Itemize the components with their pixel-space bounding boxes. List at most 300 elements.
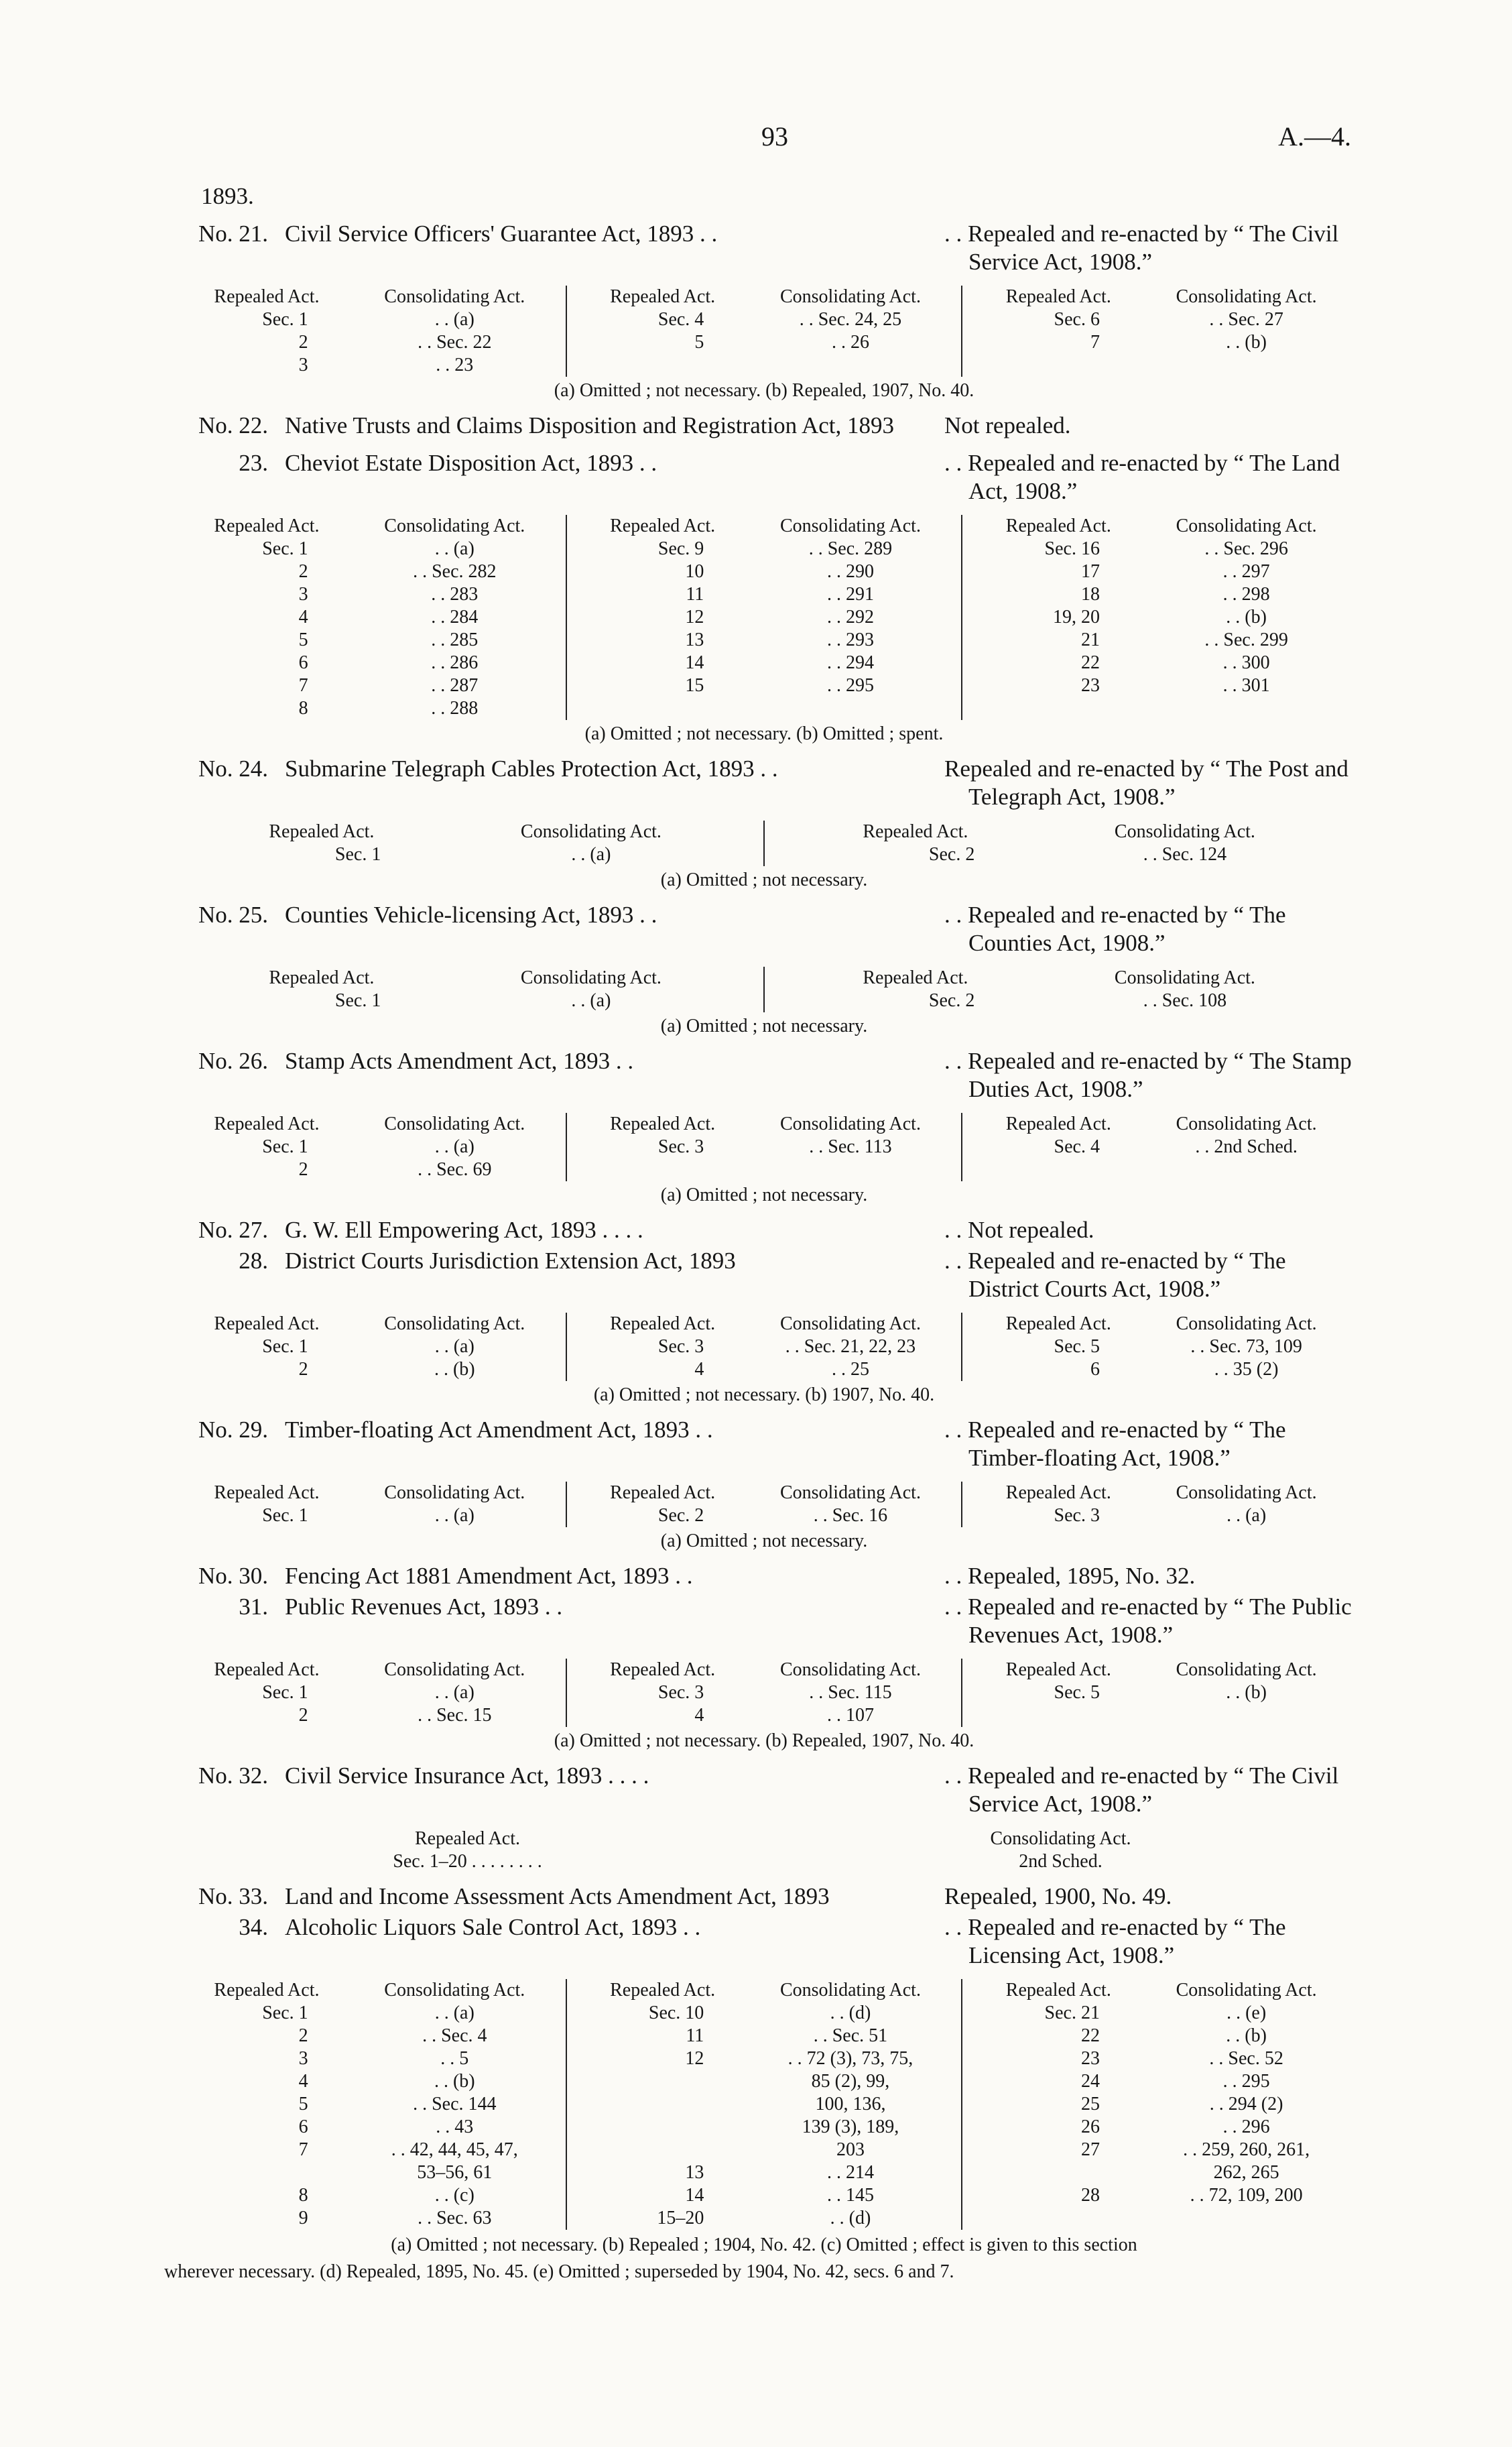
- table-group: [171, 821, 763, 866]
- table-row: [576, 2161, 952, 2184]
- table-row: [180, 2116, 556, 2139]
- act-entry-30: [171, 1562, 1357, 1590]
- table-row: [792, 843, 1330, 866]
- table-note: (a) Omitted ; not necessary. (b) Omitted ; spent.: [584, 723, 944, 744]
- act-title: G. W. Ell Empowering Act, 1893 . . . .: [285, 1217, 643, 1243]
- table-header-row: [180, 1659, 556, 1681]
- page-number: 93: [761, 121, 788, 152]
- table-header-row: [198, 967, 737, 990]
- consolidating-section: . . 259, 260, 261,: [1183, 2139, 1310, 2160]
- consolidating-section: . . 25: [831, 1359, 869, 1380]
- repealed-section: 6: [298, 2116, 308, 2137]
- act-status: . . Repealed, 1895, No. 32.: [944, 1563, 1196, 1589]
- act-title: Alcoholic Liquors Sale Control Act, 1893 . .: [285, 1914, 701, 1940]
- consolidating-section: . . Sec. 296: [1204, 538, 1288, 559]
- consolidating-section: . . (a): [434, 1336, 475, 1357]
- section-table: [171, 286, 1357, 377]
- table-header-row: [180, 286, 556, 308]
- table-group: [961, 1482, 1357, 1527]
- column-header: Consolidating Act.: [1176, 1482, 1317, 1503]
- act-title: Fencing Act 1881 Amendment Act, 1893 . .: [285, 1563, 693, 1589]
- column-header: Repealed Act.: [1005, 1313, 1111, 1334]
- repealed-section: 22: [1080, 2025, 1100, 2046]
- table-row: [180, 1704, 556, 1727]
- table-header-row: [576, 1979, 952, 2002]
- consolidating-section: . . 214: [826, 2162, 874, 2183]
- consolidating-section: . . 285: [431, 630, 479, 650]
- repealed-section: Sec. 1: [262, 1682, 308, 1703]
- table-row: [576, 1704, 952, 1727]
- table-row: [180, 308, 556, 331]
- consolidating-section: 262, 265: [1213, 2162, 1279, 2183]
- consolidating-section: . . (b): [434, 2071, 475, 2092]
- repealed-section: 7: [298, 2139, 308, 2160]
- table-row: [576, 538, 952, 560]
- table-group: [171, 1113, 566, 1181]
- column-header: Consolidating Act.: [384, 1114, 525, 1134]
- column-header: Consolidating Act.: [384, 286, 525, 307]
- section-table: [171, 967, 1357, 1012]
- table-row: [576, 652, 952, 674]
- consolidating-section: 53–56, 61: [417, 2162, 493, 2183]
- table-row: [198, 843, 737, 866]
- repealed-section: Sec. 3: [657, 1336, 704, 1357]
- column-header: Consolidating Act.: [384, 1482, 525, 1503]
- repealed-section: 14: [685, 2185, 704, 2206]
- act-title: Civil Service Officers' Guarantee Act, 1893 . .: [285, 221, 718, 247]
- act-number: No. 25.: [198, 902, 268, 928]
- consolidating-section: . . (d): [830, 2208, 871, 2228]
- consolidating-section: . . (b): [1226, 332, 1267, 353]
- repealed-section: 13: [685, 630, 704, 650]
- act-title: District Courts Jurisdiction Extension Act, 1893: [285, 1248, 736, 1274]
- column-header: Consolidating Act.: [779, 286, 921, 307]
- table-row: [972, 606, 1348, 629]
- repealed-section: [180, 2161, 353, 2184]
- column-header: Consolidating Act.: [1176, 1659, 1317, 1680]
- consolidating-section: . . 290: [826, 561, 874, 582]
- column-header: Consolidating Act.: [990, 1828, 1131, 1849]
- consolidating-section: . . (a): [434, 309, 475, 330]
- act-entry-21: [171, 220, 1357, 276]
- table-note: (a) Omitted ; not necessary. (b) 1907, No. 40.: [593, 1384, 935, 1405]
- consolidating-section: . . (a): [434, 1682, 475, 1703]
- table-row: [180, 1136, 556, 1158]
- table-header-row: [180, 1313, 556, 1335]
- table-header-row: [972, 1659, 1348, 1681]
- table-note: (a) Omitted ; not necessary.: [660, 870, 868, 890]
- repealed-section: Sec. 1: [262, 2003, 308, 2023]
- table-header-row: [576, 1313, 952, 1335]
- table-row: [576, 1504, 952, 1527]
- repealed-section: Sec. 3: [657, 1682, 704, 1703]
- column-header: Consolidating Act.: [1176, 1114, 1317, 1134]
- repealed-section: 2: [298, 1159, 308, 1180]
- act-title: Submarine Telegraph Cables Protection Act, 1893 . .: [285, 756, 778, 782]
- column-header: Consolidating Act.: [779, 1980, 921, 2001]
- table-row: [576, 2184, 952, 2207]
- table-row: [180, 1358, 556, 1381]
- table-row: [180, 2093, 556, 2116]
- consolidating-section: . . Sec. 144: [413, 2094, 497, 2114]
- act-title: Cheviot Estate Disposition Act, 1893 . .: [285, 450, 657, 476]
- act-entry-29: [171, 1416, 1357, 1472]
- table-group: [171, 286, 566, 377]
- table-group: [566, 286, 962, 377]
- table-row: [576, 2070, 952, 2093]
- repealed-section: Sec. 10: [648, 2003, 704, 2023]
- repealed-section: Sec. 4: [657, 309, 704, 330]
- repealed-section: 3: [298, 355, 308, 375]
- repealed-section: 2: [298, 1359, 308, 1380]
- consolidating-section: . . 23: [436, 355, 474, 375]
- table-header-row: [576, 515, 952, 538]
- column-header: Repealed Act.: [610, 1114, 716, 1134]
- act-status: . . Repealed and re-enacted by “ The Civil Service Act, 1908.”: [944, 1763, 1339, 1817]
- act-entry-27: [171, 1216, 1357, 1244]
- act-number: No. 24.: [198, 756, 268, 782]
- column-header: Repealed Act.: [610, 1482, 716, 1503]
- table-row: [576, 2116, 952, 2139]
- table-header-row: [792, 821, 1330, 843]
- consolidating-section: . . 292: [826, 607, 874, 628]
- act-number: 34.: [239, 1914, 268, 1940]
- table-row: [972, 2116, 1348, 2139]
- table-row: [576, 1136, 952, 1158]
- paper-reference: A.—4.: [1278, 121, 1351, 152]
- column-header: Repealed Act.: [1005, 1482, 1111, 1503]
- table-row: [180, 2161, 556, 2184]
- consolidating-section: . . (b): [434, 1359, 475, 1380]
- table-group: [171, 515, 566, 720]
- table-row: [792, 990, 1330, 1012]
- column-header: Consolidating Act.: [1114, 821, 1255, 842]
- table-row: [180, 1681, 556, 1704]
- repealed-section: Sec. 4: [1054, 1136, 1100, 1157]
- table-row: [180, 697, 556, 720]
- column-header: Consolidating Act.: [1114, 967, 1255, 988]
- act-title: Native Trusts and Claims Disposition and Registration Act, 1893: [285, 412, 895, 438]
- consolidating-section: . . Sec. 282: [413, 561, 497, 582]
- table-row: [576, 674, 952, 697]
- act-status: . . Repealed and re-enacted by “ The Public Revenues Act, 1908.”: [944, 1594, 1352, 1648]
- repealed-section: 21: [1080, 630, 1100, 650]
- table-row: [972, 2047, 1348, 2070]
- table-row: [180, 2184, 556, 2207]
- repealed-section: 27: [1080, 2139, 1100, 2160]
- table-row: [180, 1504, 556, 1527]
- table-row: [576, 606, 952, 629]
- consolidating-section: . . 301: [1222, 675, 1270, 696]
- repealed-section: Sec. 2: [657, 1505, 704, 1526]
- footnote-line: wherever necessary. (d) Repealed, 1895, No. 45. (e) Omitted ; superseded by 1904, No. 42, secs. 6 and 7.: [164, 2261, 954, 2282]
- column-header: Consolidating Act.: [384, 1659, 525, 1680]
- column-header: Repealed Act.: [1005, 1659, 1111, 1680]
- repealed-section: 11: [686, 584, 704, 605]
- table-header-row: [576, 286, 952, 308]
- consolidating-section: . . 107: [826, 1705, 874, 1726]
- table-note: (a) Omitted ; not necessary. (b) Repealed, 1907, No. 40.: [554, 380, 974, 401]
- consolidating-section: . . Sec. 73, 109: [1190, 1336, 1302, 1357]
- consolidating-section: . . (a): [571, 990, 611, 1011]
- consolidating-section: . . Sec. 113: [809, 1136, 892, 1157]
- consolidating-section: . . Sec. 63: [418, 2208, 492, 2228]
- table-row: [576, 2025, 952, 2047]
- consolidating-section: . . 26: [831, 332, 869, 353]
- repealed-section: 8: [298, 2185, 308, 2206]
- act-entry-25: [171, 901, 1357, 957]
- table-group: [171, 1979, 566, 2230]
- table-note: (a) Omitted ; not necessary.: [660, 1185, 868, 1205]
- consolidating-section: . . (b): [1226, 2025, 1267, 2046]
- column-header: Repealed Act.: [610, 516, 716, 536]
- consolidating-section: . . (c): [434, 2185, 475, 2206]
- table-row: [180, 2139, 556, 2161]
- repealed-section: 5: [298, 2094, 308, 2114]
- repealed-section: 4: [298, 2071, 308, 2092]
- table-row: [576, 2207, 952, 2230]
- table-row: [576, 2002, 952, 2025]
- table-header-row: [972, 1979, 1348, 2002]
- consolidating-section: . . Sec. 124: [1143, 844, 1227, 865]
- table-group: [171, 967, 763, 1012]
- table-header-row: [576, 1659, 952, 1681]
- consolidating-section: . . 287: [431, 675, 479, 696]
- act-title: Counties Vehicle-licensing Act, 1893 . .: [285, 902, 657, 928]
- table-group: [566, 1659, 962, 1727]
- table-group: [566, 1482, 962, 1527]
- consolidating-section: . . (a): [571, 844, 611, 865]
- section-table: [171, 1659, 1357, 1727]
- repealed-section: Sec. 1: [262, 1136, 308, 1157]
- repealed-section: 15: [685, 675, 704, 696]
- repealed-section: 17: [1080, 561, 1100, 582]
- consolidating-section: . . Sec. 15: [418, 1705, 492, 1726]
- table-header-row: [972, 1113, 1348, 1136]
- consolidating-section: . . Sec. 108: [1143, 990, 1227, 1011]
- act-status: . . Repealed and re-enacted by “ The District Courts Act, 1908.”: [944, 1248, 1286, 1302]
- act-status: . . Repealed and re-enacted by “ The Land Act, 1908.”: [944, 450, 1340, 504]
- table-row: [972, 629, 1348, 652]
- act-number: No. 26.: [198, 1048, 268, 1074]
- repealed-section: 5: [298, 630, 308, 650]
- repealed-section: [576, 2093, 749, 2116]
- consolidating-section: . . Sec. 51: [813, 2025, 888, 2046]
- consolidating-section: . . 284: [431, 607, 479, 628]
- table-row: [180, 2070, 556, 2093]
- table-header-row: [972, 1482, 1348, 1504]
- repealed-section: 5: [694, 332, 704, 353]
- table-group: [961, 1313, 1357, 1381]
- column-header: Consolidating Act.: [779, 1659, 921, 1680]
- act-number: 31.: [239, 1594, 268, 1620]
- consolidating-section: 203: [836, 2139, 865, 2160]
- consolidating-section: . . Sec. 16: [813, 1505, 888, 1526]
- table-row: [180, 652, 556, 674]
- repealed-section: Sec. 1: [262, 538, 308, 559]
- act-entry-23: [171, 449, 1357, 505]
- consolidating-section: . . 283: [431, 584, 479, 605]
- consolidating-section: . . 2nd Sched.: [1195, 1136, 1298, 1157]
- act-title: Public Revenues Act, 1893 . .: [285, 1594, 563, 1620]
- act-title: Civil Service Insurance Act, 1893 . . . .: [285, 1763, 649, 1789]
- column-header: Repealed Act.: [214, 286, 320, 307]
- table-group: [961, 1659, 1357, 1727]
- act-status: Repealed and re-enacted by “ The Post and Telegraph Act, 1908.”: [944, 756, 1348, 810]
- table-row: [576, 331, 952, 354]
- table-header-row: [198, 821, 737, 843]
- column-header: Repealed Act.: [214, 1482, 320, 1503]
- repealed-section: 18: [1080, 584, 1100, 605]
- act-status: . . Repealed and re-enacted by “ The Stamp Duties Act, 1908.”: [944, 1048, 1352, 1102]
- act-entry-22: [171, 412, 1357, 440]
- consolidating-section: . . 297: [1222, 561, 1270, 582]
- table-header-row: [180, 515, 556, 538]
- consolidating-section: . . 43: [436, 2116, 474, 2137]
- act-status: Not repealed.: [944, 412, 1071, 438]
- consolidating-section: . . (b): [1226, 1682, 1267, 1703]
- section-table: [171, 821, 1357, 866]
- column-header: Repealed Act.: [214, 516, 320, 536]
- table-row: [972, 2184, 1348, 2207]
- consolidating-section: . . Sec. 69: [418, 1159, 492, 1180]
- consolidating-section: . . 72, 109, 200: [1190, 2185, 1303, 2206]
- table-note: (a) Omitted ; not necessary.: [660, 1016, 868, 1036]
- table-row: [576, 2093, 952, 2116]
- table-row: [972, 1136, 1348, 1158]
- consolidating-section: . . Sec. 24, 25: [799, 309, 902, 330]
- table-row: [972, 538, 1348, 560]
- column-header: Consolidating Act.: [1176, 1313, 1317, 1334]
- table-row: [576, 629, 952, 652]
- column-header: Repealed Act.: [414, 1828, 521, 1849]
- table-row: [972, 1681, 1348, 1704]
- repealed-section: Sec. 1–20 . . . . . . . .: [393, 1851, 542, 1872]
- act-entry-31: [171, 1593, 1357, 1649]
- repealed-section: [576, 2139, 749, 2161]
- repealed-section: 2: [298, 332, 308, 353]
- column-header: Repealed Act.: [1005, 1980, 1111, 2001]
- footnote-line: (a) Omitted ; not necessary. (b) Repealed ; 1904, No. 42. (c) Omitted ; effect is given to this section: [391, 2234, 1137, 2255]
- table-note: (a) Omitted ; not necessary.: [660, 1531, 868, 1551]
- table-header-row: [792, 967, 1330, 990]
- consolidating-section: . . 72 (3), 73, 75,: [788, 2048, 914, 2069]
- consolidating-section: . . Sec. 27: [1209, 309, 1283, 330]
- repealed-section: 7: [1090, 332, 1100, 353]
- table-row: [972, 1335, 1348, 1358]
- consolidating-section: 85 (2), 99,: [811, 2071, 890, 2092]
- repealed-section: [972, 2161, 1145, 2184]
- table-group: [171, 1313, 566, 1381]
- table-row: [180, 2047, 556, 2070]
- column-header: Repealed Act.: [269, 821, 375, 842]
- table-row: [972, 308, 1348, 331]
- act-number: No. 21.: [198, 221, 268, 247]
- act-status: . . Repealed and re-enacted by “ The Counties Act, 1908.”: [944, 902, 1286, 956]
- table-header-row: [180, 1979, 556, 2002]
- table-row: [180, 1158, 556, 1181]
- consolidating-section: . . 291: [826, 584, 874, 605]
- column-header: Consolidating Act.: [1176, 1980, 1317, 2001]
- consolidating-section: . . Sec. 115: [809, 1682, 892, 1703]
- table-header-row: [576, 1482, 952, 1504]
- consolidating-section: . . 145: [826, 2185, 874, 2206]
- column-header: Consolidating Act.: [779, 1482, 921, 1503]
- repealed-section: Sec. 1: [334, 844, 381, 865]
- table-row: [180, 560, 556, 583]
- consolidating-section: . . Sec. 299: [1204, 630, 1288, 650]
- repealed-section: [576, 2116, 749, 2139]
- repealed-section: 11: [686, 2025, 704, 2046]
- repealed-section: 2: [298, 1705, 308, 1726]
- repealed-section: Sec. 1: [262, 309, 308, 330]
- consolidating-section: . . (a): [1226, 1505, 1267, 1526]
- table-row: [576, 2047, 952, 2070]
- year-heading: 1893.: [201, 183, 254, 209]
- consolidating-section: 2nd Sched.: [1019, 1851, 1102, 1872]
- consolidating-section: . . Sec. 22: [418, 332, 492, 353]
- section-table: [171, 1313, 1357, 1381]
- table-row: [972, 2025, 1348, 2047]
- table-row: [576, 1681, 952, 1704]
- table-row: [972, 1504, 1348, 1527]
- repealed-section: 28: [1080, 2185, 1100, 2206]
- section-table: [171, 1113, 1357, 1181]
- act-number: No. 27.: [198, 1217, 268, 1243]
- act-entry-33: [171, 1883, 1357, 1911]
- table-group: [763, 967, 1357, 1012]
- consolidating-section: . . (a): [434, 538, 475, 559]
- consolidating-section: . . 298: [1222, 584, 1270, 605]
- table-row: [576, 1335, 952, 1358]
- consolidating-section: . . Sec. 52: [1209, 2048, 1283, 2069]
- table-row: [180, 629, 556, 652]
- table-group: [763, 821, 1357, 866]
- consolidating-section: . . 5: [440, 2048, 469, 2069]
- column-header: Repealed Act.: [1005, 286, 1111, 307]
- column-header: Consolidating Act.: [384, 1313, 525, 1334]
- act-status: . . Repealed and re-enacted by “ The Licensing Act, 1908.”: [944, 1914, 1286, 1968]
- section-table: [171, 1482, 1357, 1527]
- repealed-section: 15–20: [657, 2208, 704, 2228]
- table-row: [180, 674, 556, 697]
- consolidating-section: . . 293: [826, 630, 874, 650]
- repealed-section: 25: [1080, 2094, 1100, 2114]
- consolidating-section: . . 295: [826, 675, 874, 696]
- consolidating-section: . . Sec. 4: [422, 2025, 487, 2046]
- act-status: . . Repealed and re-enacted by “ The Timber-floating Act, 1908.”: [944, 1417, 1286, 1471]
- repealed-section: Sec. 3: [657, 1136, 704, 1157]
- consolidating-section: . . (e): [1226, 2003, 1267, 2023]
- repealed-section: 22: [1080, 652, 1100, 673]
- column-header: Repealed Act.: [1005, 1114, 1111, 1134]
- table-header-row: [972, 515, 1348, 538]
- table-header-row: [180, 1482, 556, 1504]
- document-body: [164, 182, 1357, 2283]
- repealed-section: Sec. 1: [262, 1336, 308, 1357]
- section-table: [171, 1979, 1357, 2230]
- table-row: [576, 2139, 952, 2161]
- repealed-section: Sec. 5: [1054, 1336, 1100, 1357]
- table-row: [972, 560, 1348, 583]
- section-table: [171, 515, 1357, 720]
- repealed-section: 12: [685, 607, 704, 628]
- repealed-section: 23: [1080, 2048, 1100, 2069]
- table-row: [180, 606, 556, 629]
- table-row: [972, 2139, 1348, 2161]
- table-group: [961, 1979, 1357, 2230]
- consolidating-section: . . (a): [434, 1136, 475, 1157]
